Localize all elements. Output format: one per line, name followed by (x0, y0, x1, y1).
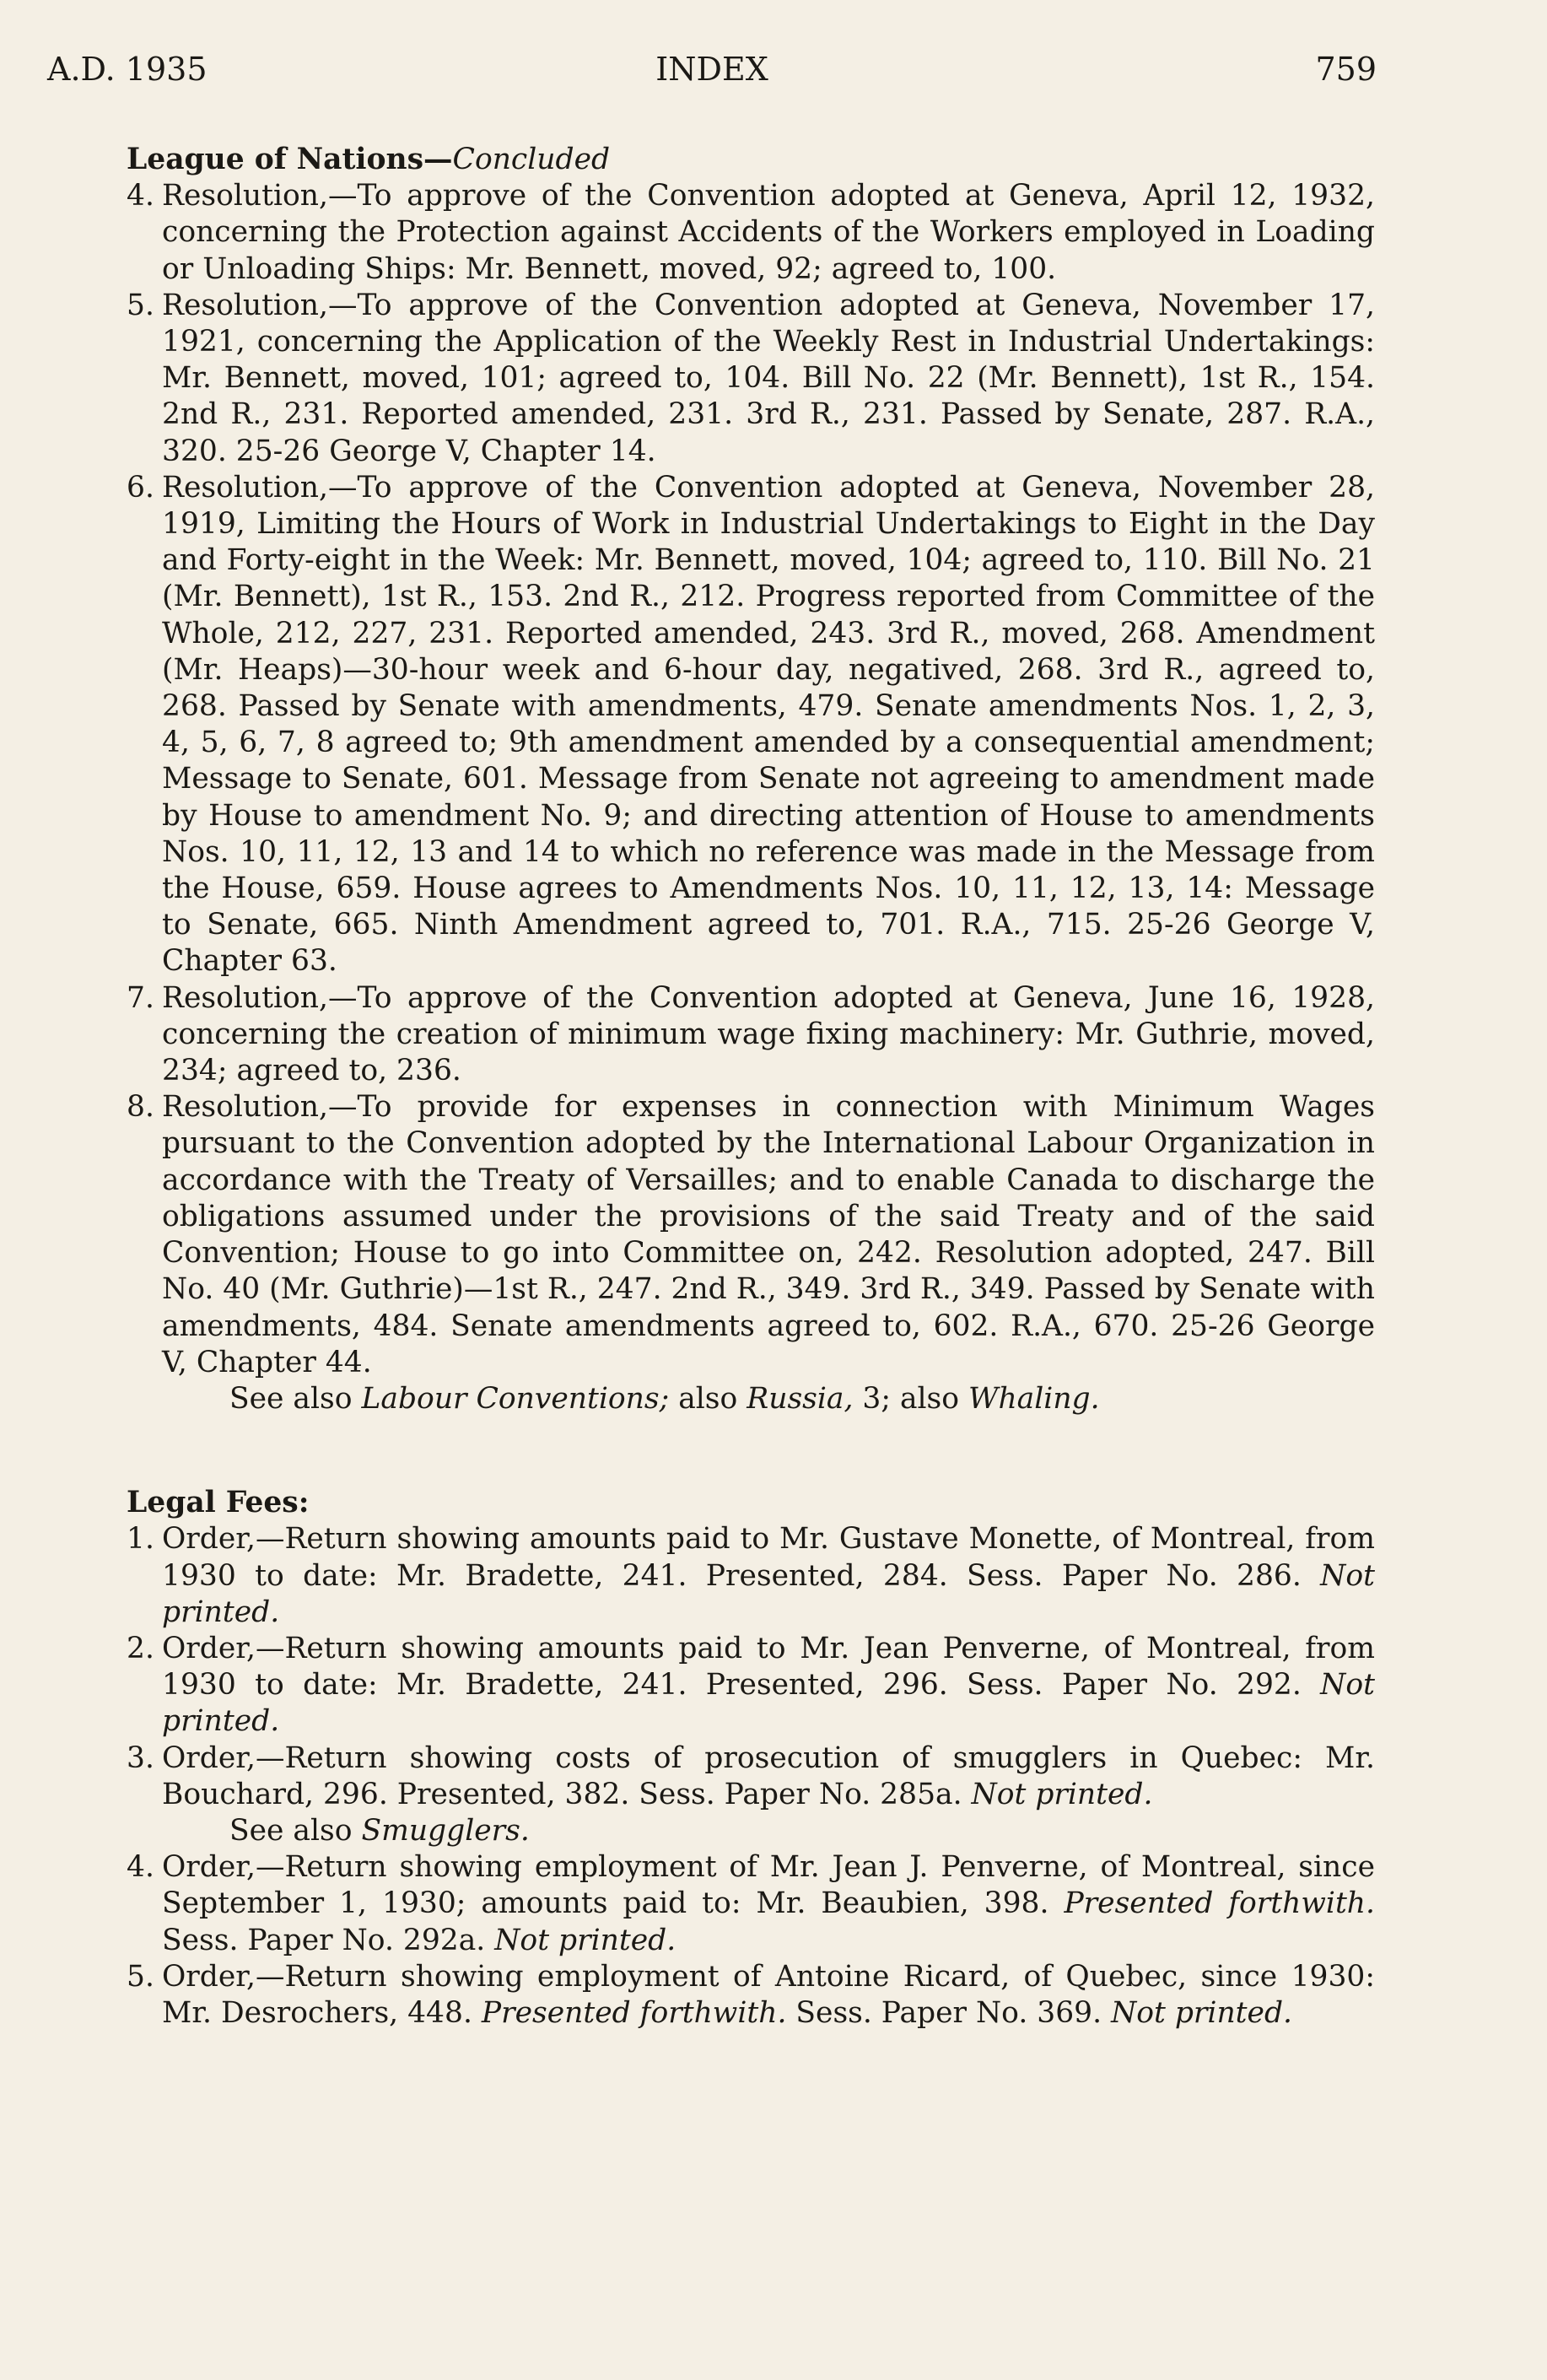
index-entry: 5. Order,—Return showing employment of Antoine Ricard, of Quebec, since 1930: Mr. Desrochers, 448. Presented forthwith. Sess. Paper No. 369. Not printed. (127, 1959, 1375, 2030)
header-title: INDEX (655, 51, 768, 88)
header-year: A.D. 1935 (47, 51, 208, 88)
page-number: 759 (1315, 51, 1377, 88)
index-entry: 8. Resolution,—To provide for expenses in connection with Minimum Wages pursuant to the Convention adopted by the International Labour Organization in accordance with the Treaty of Versailles; and to enable Canada to discharge the obligations assumed under the provisions of the said Treaty and of the said Convention; House to go into Committee on, 242. Resolution adopted, 247. Bill No. 40 (Mr. Guthrie)—1st R., 247. 2nd R., 349. 3rd R., 349. Passed by Senate with amendments, 484. Senate amendments agreed to, 602. R.A., 670. 25-26 George V, Chapter 44. (127, 1090, 1375, 1379)
index-entry: 6. Resolution,—To approve of the Convention adopted at Geneva, November 28, 1919, Limiting the Hours of Work in Industrial Undertakings to Eight in the Day and Forty-eight in the Week: Mr. Bennett, moved, 104; agreed to, 110. Bill No. 21 (Mr. Bennett), 1st R., 153. 2nd R., 212. Progress reported from Committee of the Whole, 212, 227, 231. Reported amended, 243. 3rd R., moved, 268. Amendment (Mr. Heaps)—30-hour week and 6-hour day, negatived, 268. 3rd R., agreed to, 268. Passed by Senate with amendments, 479. Senate amendments Nos. 1, 2, 3, 4, 5, 6, 7, 8 agreed to; 9th amendment amended by a consequential amendment; Message to Senate, 601. Message from Senate not agreeing to amendment made by House to amendment No. 9; and directing attention of House to amendments Nos. 10, 11, 12, 13 and 14 to which no reference was made in the Message from the House, 659. House agrees to Amendments Nos. 10, 11, 12, 13, 14: Message to Senate, 665. Ninth Amendment agreed to, 701. R.A., 715. 25-26 George V, Chapter 63. (127, 470, 1375, 979)
index-entry: 1. Order,—Return showing amounts paid to Mr. Gustave Monette, of Montreal, from 1930 to date: Mr. Bradette, 241. Presented, 284. Sess. Paper No. 286. Not printed. (127, 1522, 1375, 1629)
index-entry: 5. Resolution,—To approve of the Convention adopted at Geneva, November 17, 1921, concerning the Application of the Weekly Rest in Industrial Undertakings: Mr. Bennett, moved, 101; agreed to, 104. Bill No. 22 (Mr. Bennett), 1st R., 154. 2nd R., 231. Reported amended, 231. 3rd R., 231. Passed by Senate, 287. R.A., 320. 25-26 George V, Chapter 14. (127, 288, 1375, 468)
index-entry: 2. Order,—Return showing amounts paid to Mr. Jean Penverne, of Montreal, from 1930 to date: Mr. Bradette, 241. Presented, 296. Sess. Paper No. 292. Not printed. (127, 1631, 1375, 1739)
see-also-line: See also Labour Conventions; also Russia, 3; also Whaling. (229, 1381, 1100, 1416)
see-also-line: See also Smugglers. (229, 1813, 530, 1848)
index-content (127, 142, 1375, 2032)
section-heading: League of Nations—Concluded (127, 143, 611, 176)
section-heading: Legal Fees: (127, 1486, 310, 1520)
index-entry: 7. Resolution,—To approve of the Convention adopted at Geneva, June 16, 1928, concerning the creation of minimum wage fixing machinery: Mr. Guthrie, moved, 234; agreed to, 236. (127, 980, 1375, 1088)
index-entry: 4. Order,—Return showing employment of Mr. Jean J. Penverne, of Montreal, since September 1, 1930; amounts paid to: Mr. Beaubien, 398. Presented forthwith. Sess. Paper No. 292a. Not printed. (127, 1850, 1375, 1957)
index-entry: 3. Order,—Return showing costs of prosecution of smugglers in Quebec: Mr. Bouchard, 296. Presented, 382. Sess. Paper No. 285a. Not printed. (127, 1740, 1375, 1811)
index-entry: 4. Resolution,—To approve of the Convention adopted at Geneva, April 12, 1932, concerning the Protection against Accidents of the Workers employed in Loading or Unloading Ships: Mr. Bennett, moved, 92; agreed to, 100. (127, 179, 1375, 286)
page-header (47, 51, 1377, 93)
